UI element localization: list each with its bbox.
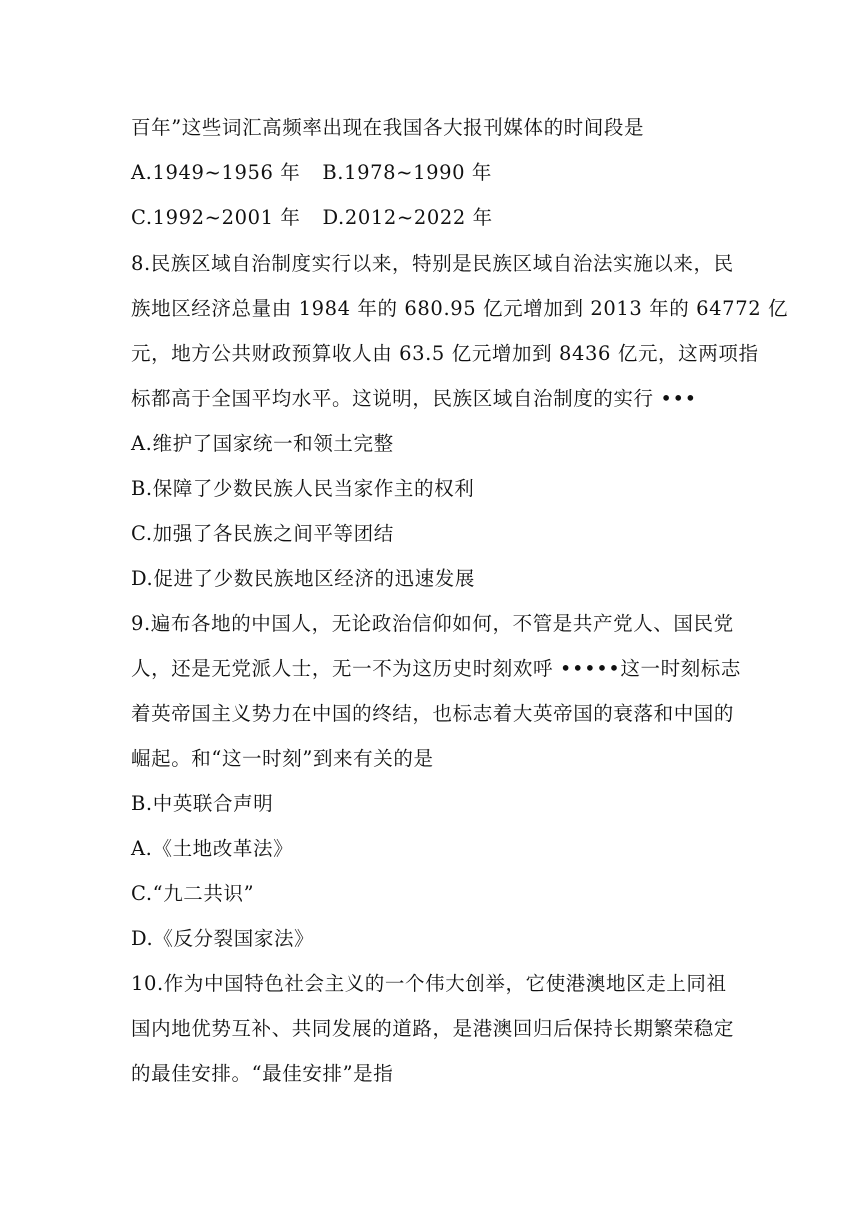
q8-option-d: D.促进了少数民族地区经济的迅速发展 — [131, 567, 475, 590]
q8-option-a: A.维护了国家统一和领土完整 — [131, 432, 394, 455]
q9-stem-line-3: 着英帝国主义势力在中国的终结，也标志着大英帝国的衰落和中国的 — [131, 702, 735, 725]
q7-option-c-text: 1992~2001 年 — [152, 206, 301, 229]
q7-option-a-text: 1949~1956 年 — [152, 161, 301, 184]
q8-option-b: B.保障了少数民族人民当家作主的权利 — [131, 477, 475, 500]
q9-option-d: D.《反分裂国家法》 — [131, 927, 315, 950]
q7-options-row-2 — [131, 205, 493, 231]
q9-stem-line-1: 9.遍布各地的中国人，无论政治信仰如何，不管是共产党人、国民党 — [131, 612, 734, 635]
q10-stem-line-2: 国内地优势互补、共同发展的道路，是港澳回归后保持长期繁荣稳定 — [131, 1017, 735, 1040]
q7-option-b-label: B. — [322, 161, 345, 184]
q7-option-a — [131, 160, 300, 186]
q7-option-a-label: A. — [131, 161, 153, 184]
q7-stem: 百年”这些词汇高频率出现在我国各大报刊媒体的时间段是 — [131, 116, 645, 139]
q8-stem-line-4: 标都高于全国平均水平。这说明，民族区域自治制度的实行 ••• — [131, 387, 697, 410]
q9-option-a: A.《土地改革法》 — [131, 837, 294, 860]
q7-option-d-label: D. — [322, 206, 345, 229]
q8-option-c: C.加强了各民族之间平等团结 — [131, 522, 394, 545]
q9-stem-line-2: 人，还是无党派人士，无一不为这历史时刻欢呼 •••••这一时刻标志 — [131, 657, 742, 680]
q7-options-row-1 — [131, 160, 492, 186]
q10-stem-line-1: 10.作为中国特色社会主义的一个伟大创举，它使港澳地区走上同祖 — [131, 972, 727, 995]
q7-option-b-text: 1978~1990 年 — [344, 161, 492, 184]
q7-option-c-label: C. — [131, 206, 153, 229]
q8-stem-line-2: 族地区经济总量由 1984 年的 680.95 亿元增加到 2013 年的 64772 亿 — [131, 297, 789, 320]
q9-option-c: C.“九二共识” — [131, 882, 255, 905]
q7-option-b — [322, 160, 492, 186]
q8-stem-line-3: 元，地方公共财政预算收人由 63.5 亿元增加到 8436 亿元，这两项指 — [131, 342, 759, 365]
q10-stem-line-3: 的最佳安排。“最佳安排”是指 — [131, 1062, 394, 1085]
q7-option-d-text: 2012~2022 年 — [344, 206, 493, 229]
q9-stem-line-4: 崛起。和“这一时刻”到来有关的是 — [131, 747, 434, 770]
q7-option-c — [131, 205, 301, 231]
q7-option-d — [323, 205, 493, 231]
q8-stem-line-1: 8.民族区域自治制度实行以来，特别是民族区域自治法实施以来，民 — [131, 252, 734, 275]
q9-option-b: B.中英联合声明 — [131, 792, 274, 815]
